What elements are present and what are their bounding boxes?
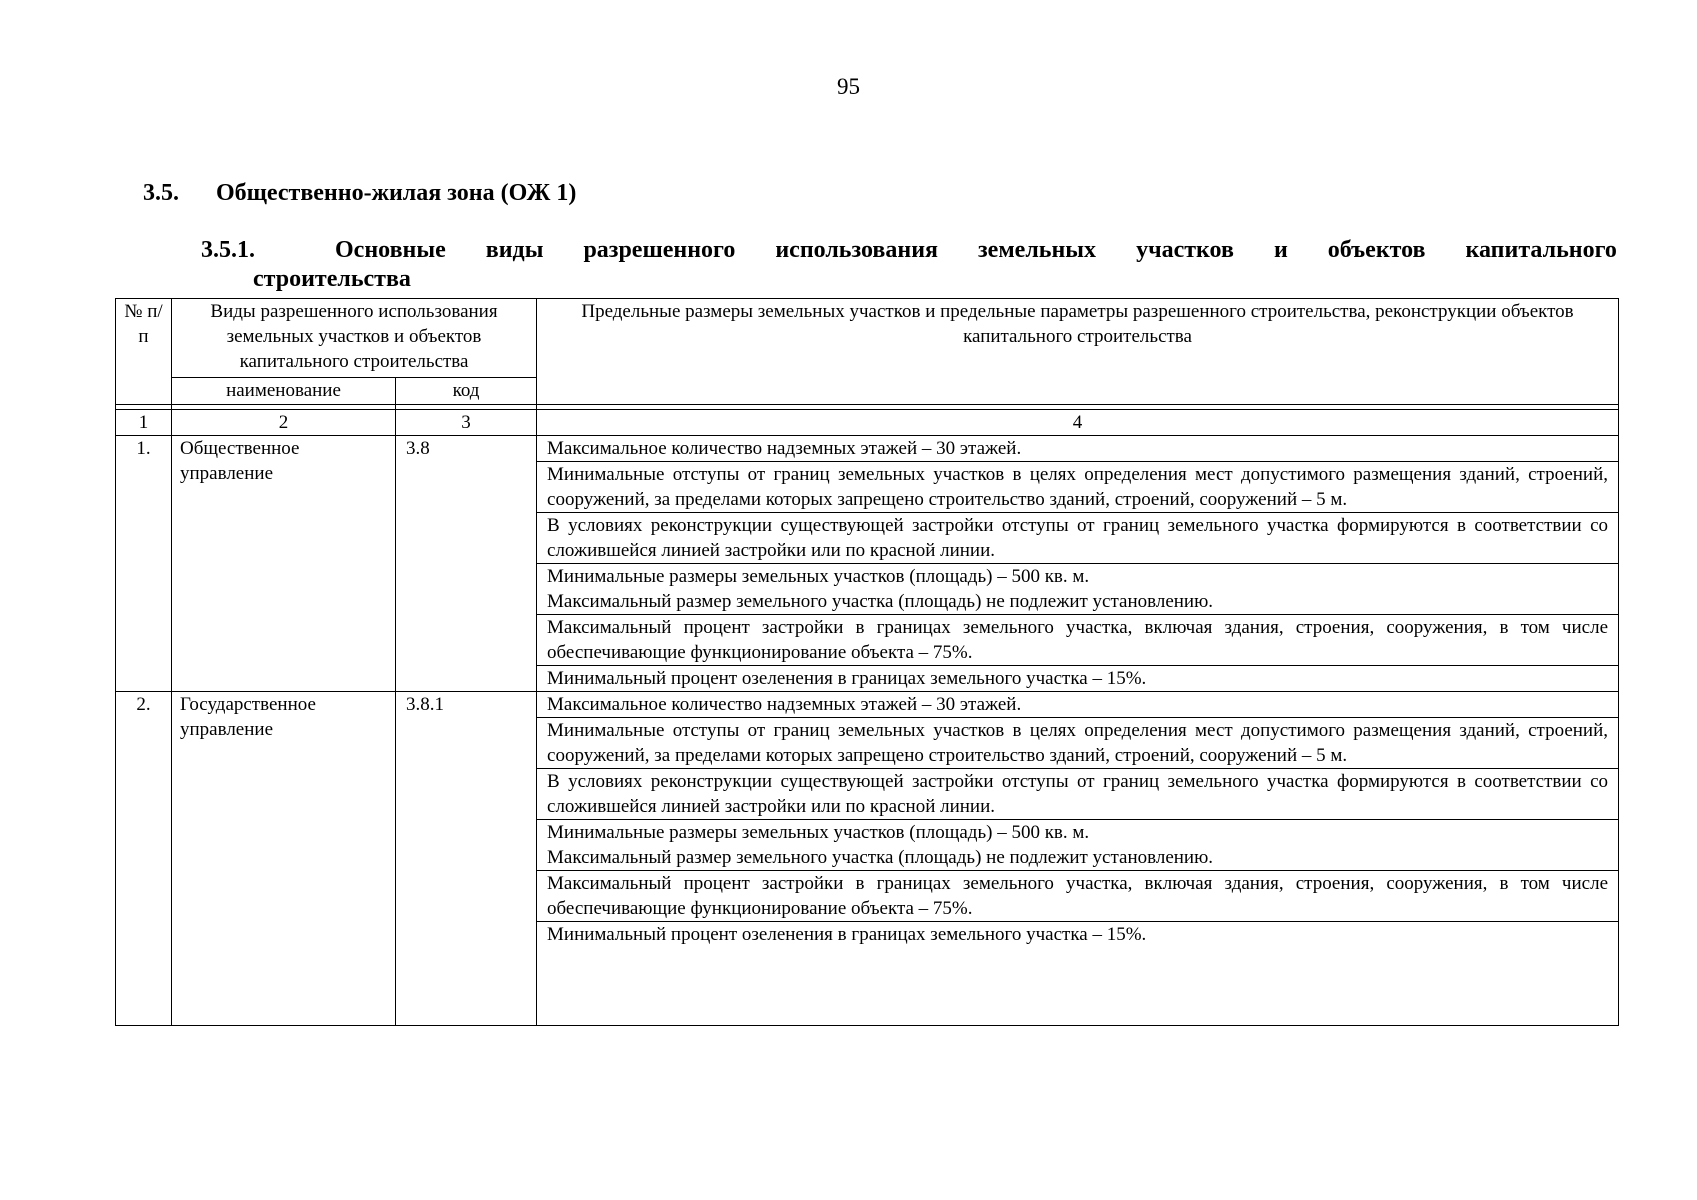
header-number: № п/п: [116, 299, 172, 405]
parameter-cell: В условиях реконструкции существующей застройки отступы от границ земельного участка формируются в соответствии со сложившейся линией застройки или по красной линии.: [537, 513, 1619, 564]
subsection-title-line1: [201, 236, 1617, 265]
row-number: 2.: [116, 692, 172, 1026]
parameter-cell: Минимальные отступы от границ земельных участков в целях определения мест допустимого размещения зданий, строений, сооружений, за пределами которых запрещено строительство зданий, строений, сооружений – 5 м.: [537, 718, 1619, 769]
parameter-cell: Минимальные отступы от границ земельных участков в целях определения мест допустимого размещения зданий, строений, сооружений, за пределами которых запрещено строительство зданий, строений, сооружений – 5 м.: [537, 462, 1619, 513]
table-row: [116, 692, 1619, 718]
header-name: наименование: [172, 378, 396, 405]
parameter-line: Максимальный размер земельного участка (площадь) не подлежит установлению.: [547, 591, 1214, 612]
table-header-row: [116, 299, 1619, 378]
column-number: 1: [116, 410, 172, 436]
use-name: Государственное управление: [172, 692, 396, 1026]
subsection-title-word: использования: [775, 237, 938, 263]
section-title: Общественно-жилая зона (ОЖ 1): [216, 180, 577, 206]
parameter-cell: Минимальный процент озеленения в границах земельного участка – 15%.: [537, 922, 1619, 1026]
parameter-line: Минимальные размеры земельных участков (площадь) – 500 кв. м.: [547, 822, 1090, 843]
parameter-cell: Максимальный процент застройки в границах земельного участка, включая здания, строения, сооружения, в том числе обеспечивающие функционирование объекта – 75%.: [537, 871, 1619, 922]
table-row: [116, 436, 1619, 462]
parameter-line: Максимальный размер земельного участка (площадь) не подлежит установлению.: [547, 847, 1214, 868]
header-types: Виды разрешенного использования земельных участков и объектов капитального строительства: [172, 299, 537, 378]
parameter-cell: Максимальное количество надземных этажей – 30 этажей.: [537, 436, 1619, 462]
column-number: 3: [396, 410, 537, 436]
parameter-cell: Максимальное количество надземных этажей – 30 этажей.: [537, 692, 1619, 718]
permitted-use-table: [115, 298, 1619, 1026]
column-number: 2: [172, 410, 396, 436]
subsection-title-word: Основные: [335, 237, 446, 263]
subsection-heading: [201, 236, 1617, 294]
subsection-number: 3.5.1.: [201, 237, 255, 263]
subsection-title-word: участков: [1136, 237, 1234, 263]
use-code: 3.8.1: [396, 692, 537, 1026]
subsection-title-word: земельных: [978, 237, 1097, 263]
use-code: 3.8: [396, 436, 537, 692]
subsection-title-word: виды: [485, 237, 544, 263]
subsection-title-line2: строительства: [253, 266, 411, 292]
parameter-cell: Минимальный процент озеленения в границах земельного участка – 15%.: [537, 666, 1619, 692]
column-numbers-row: [116, 410, 1619, 436]
column-number: 4: [537, 410, 1619, 436]
parameter-cell: В условиях реконструкции существующей застройки отступы от границ земельного участка формируются в соответствии со сложившейся линией застройки или по красной линии.: [537, 769, 1619, 820]
section-number: 3.5.: [143, 180, 179, 206]
header-code: код: [396, 378, 537, 405]
parameter-line: Минимальные размеры земельных участков (площадь) – 500 кв. м.: [547, 566, 1090, 587]
use-name: Общественное управление: [172, 436, 396, 692]
parameter-cell: Максимальный процент застройки в границах земельного участка, включая здания, строения, сооружения, в том числе обеспечивающие функционирование объекта – 75%.: [537, 615, 1619, 666]
subsection-title-word: объектов: [1327, 237, 1426, 263]
subsection-title-word: и: [1273, 237, 1288, 263]
section-heading: [143, 180, 576, 207]
parameter-cell: [537, 564, 1619, 615]
parameter-cell: [537, 820, 1619, 871]
subsection-title-word: разрешенного: [583, 237, 736, 263]
page-number: 95: [837, 74, 860, 99]
row-number: 1.: [116, 436, 172, 692]
header-limits: Предельные размеры земельных участков и предельные параметры разрешенного строительства, реконструкции объектов капитального строительства: [537, 299, 1619, 405]
subsection-title-word: капитального: [1465, 237, 1617, 263]
